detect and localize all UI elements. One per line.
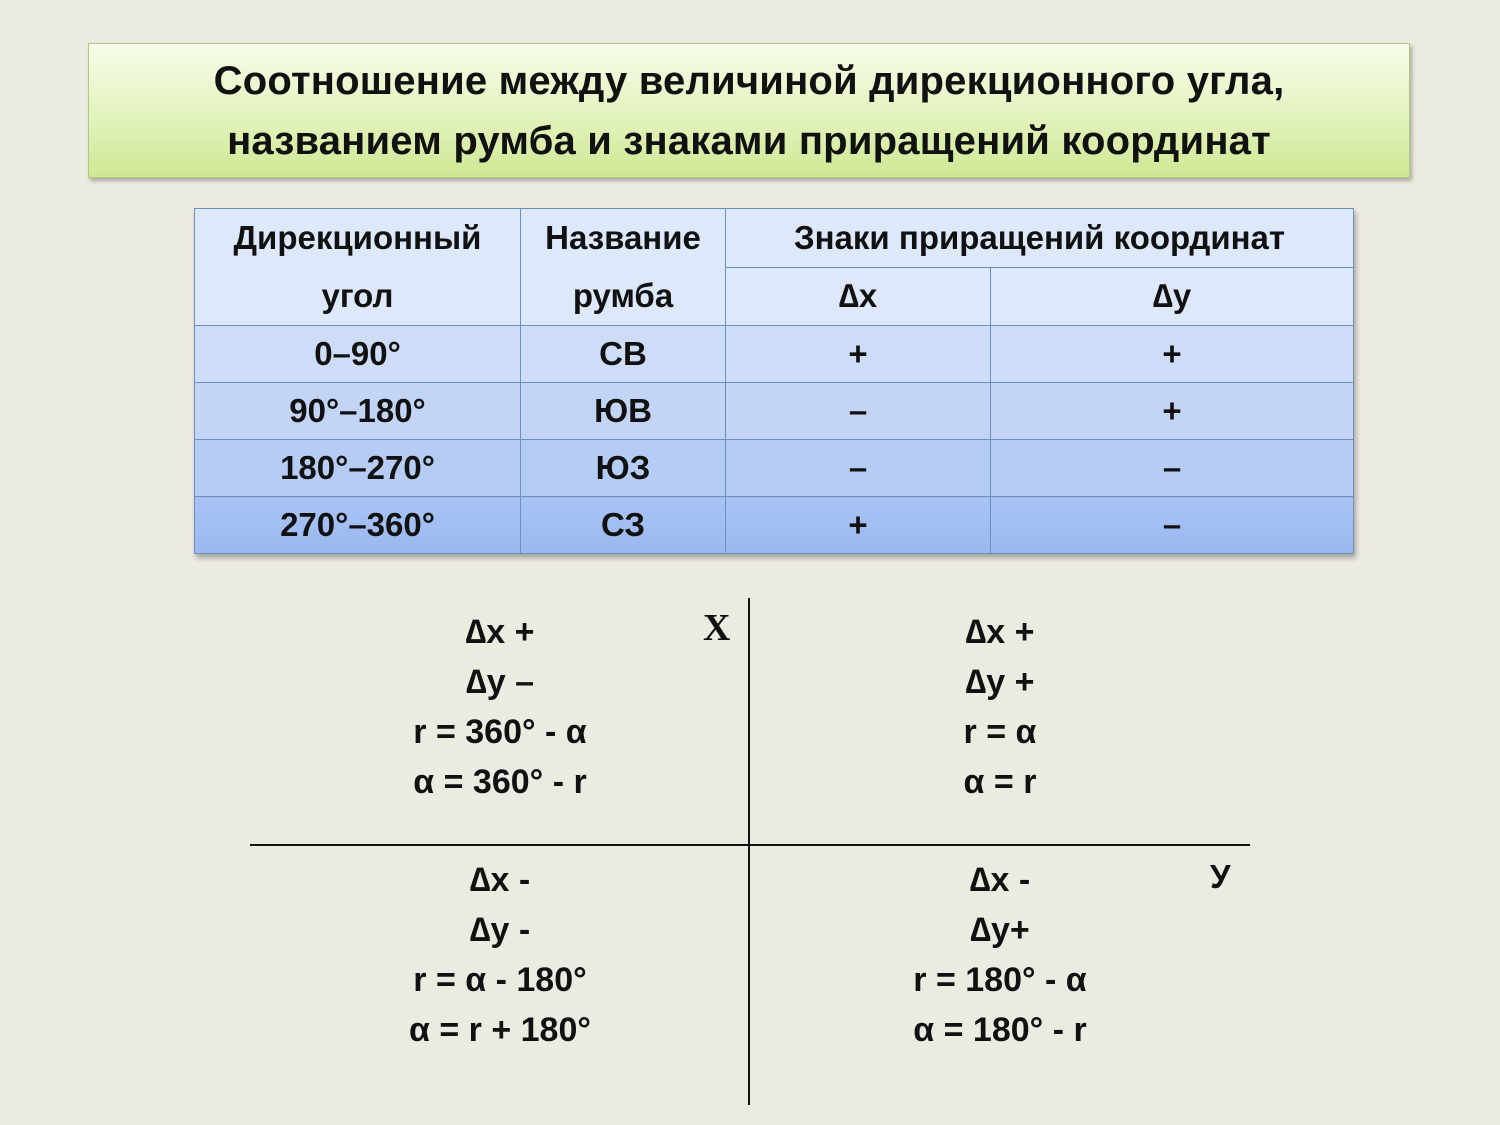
cell-dy: – (991, 440, 1354, 497)
quadrant-line: α = 180° - r (913, 1011, 1087, 1049)
cell-name: СЗ (521, 497, 726, 554)
quadrant-se (840, 855, 1160, 1055)
cell-dy: + (991, 383, 1354, 440)
title-line-1: Соотношение между величиной дирекционного угла, (213, 58, 1285, 103)
cell-name: СВ (521, 326, 726, 383)
quadrant-nw (340, 607, 660, 807)
cell-angle: 270°–360° (195, 497, 521, 554)
quadrant-line: ∆x + (965, 613, 1035, 651)
cell-name: ЮЗ (521, 440, 726, 497)
header-name-line1: Название (545, 219, 701, 256)
quadrant-line: α = 360° - r (413, 763, 587, 801)
quadrant-line: α = r + 180° (409, 1011, 591, 1049)
header-angle-line2: угол (321, 277, 394, 314)
quadrant-line: ∆x - (469, 861, 531, 899)
rhumb-table (194, 208, 1354, 554)
cell-dx: + (726, 497, 991, 554)
header-directional-angle (195, 209, 521, 326)
table-row (195, 497, 1354, 554)
axis-y-label: У (1210, 858, 1231, 895)
quadrant-line: ∆x + (465, 613, 535, 651)
quadrant-line: ∆y + (965, 663, 1035, 701)
cell-dy: + (991, 326, 1354, 383)
cell-angle: 180°–270° (195, 440, 521, 497)
header-rhumb-name (521, 209, 726, 326)
quadrant-line: r = 360° - α (413, 713, 587, 751)
quadrant-line: ∆y+ (970, 911, 1030, 949)
quadrant-line: r = 180° - α (913, 961, 1087, 999)
table-row (195, 440, 1354, 497)
header-coordinate-signs: Знаки приращений координат (726, 209, 1354, 268)
axis-x-label: X (703, 607, 731, 649)
quadrant-sw (340, 855, 660, 1055)
header-angle-line1: Дирекционный (233, 219, 482, 256)
table-row (195, 383, 1354, 440)
cell-dx: – (726, 383, 991, 440)
quadrant-line: ∆y – (465, 663, 535, 701)
axis-y-line (250, 844, 1250, 846)
cell-angle: 0–90° (195, 326, 521, 383)
table-row (195, 326, 1354, 383)
quadrant-line: ∆x - (969, 861, 1031, 899)
title-box (88, 43, 1410, 178)
cell-dx: – (726, 440, 991, 497)
cell-angle: 90°–180° (195, 383, 521, 440)
cell-name: ЮВ (521, 383, 726, 440)
cell-dy: – (991, 497, 1354, 554)
axis-x-line (748, 598, 750, 1105)
cell-dx: + (726, 326, 991, 383)
title-line-2: названием румба и знаками приращений координат (227, 118, 1271, 163)
header-name-line2: румба (572, 277, 674, 314)
table-header-row (195, 209, 1354, 268)
header-dx: ∆x (726, 267, 991, 326)
quadrant-line: ∆y - (469, 911, 531, 949)
quadrant-line: r = α - 180° (413, 961, 587, 999)
quadrant-line: α = r (963, 763, 1037, 801)
quadrant-line: r = α (963, 713, 1037, 751)
quadrant-ne (840, 607, 1160, 807)
header-dy: ∆y (991, 267, 1354, 326)
